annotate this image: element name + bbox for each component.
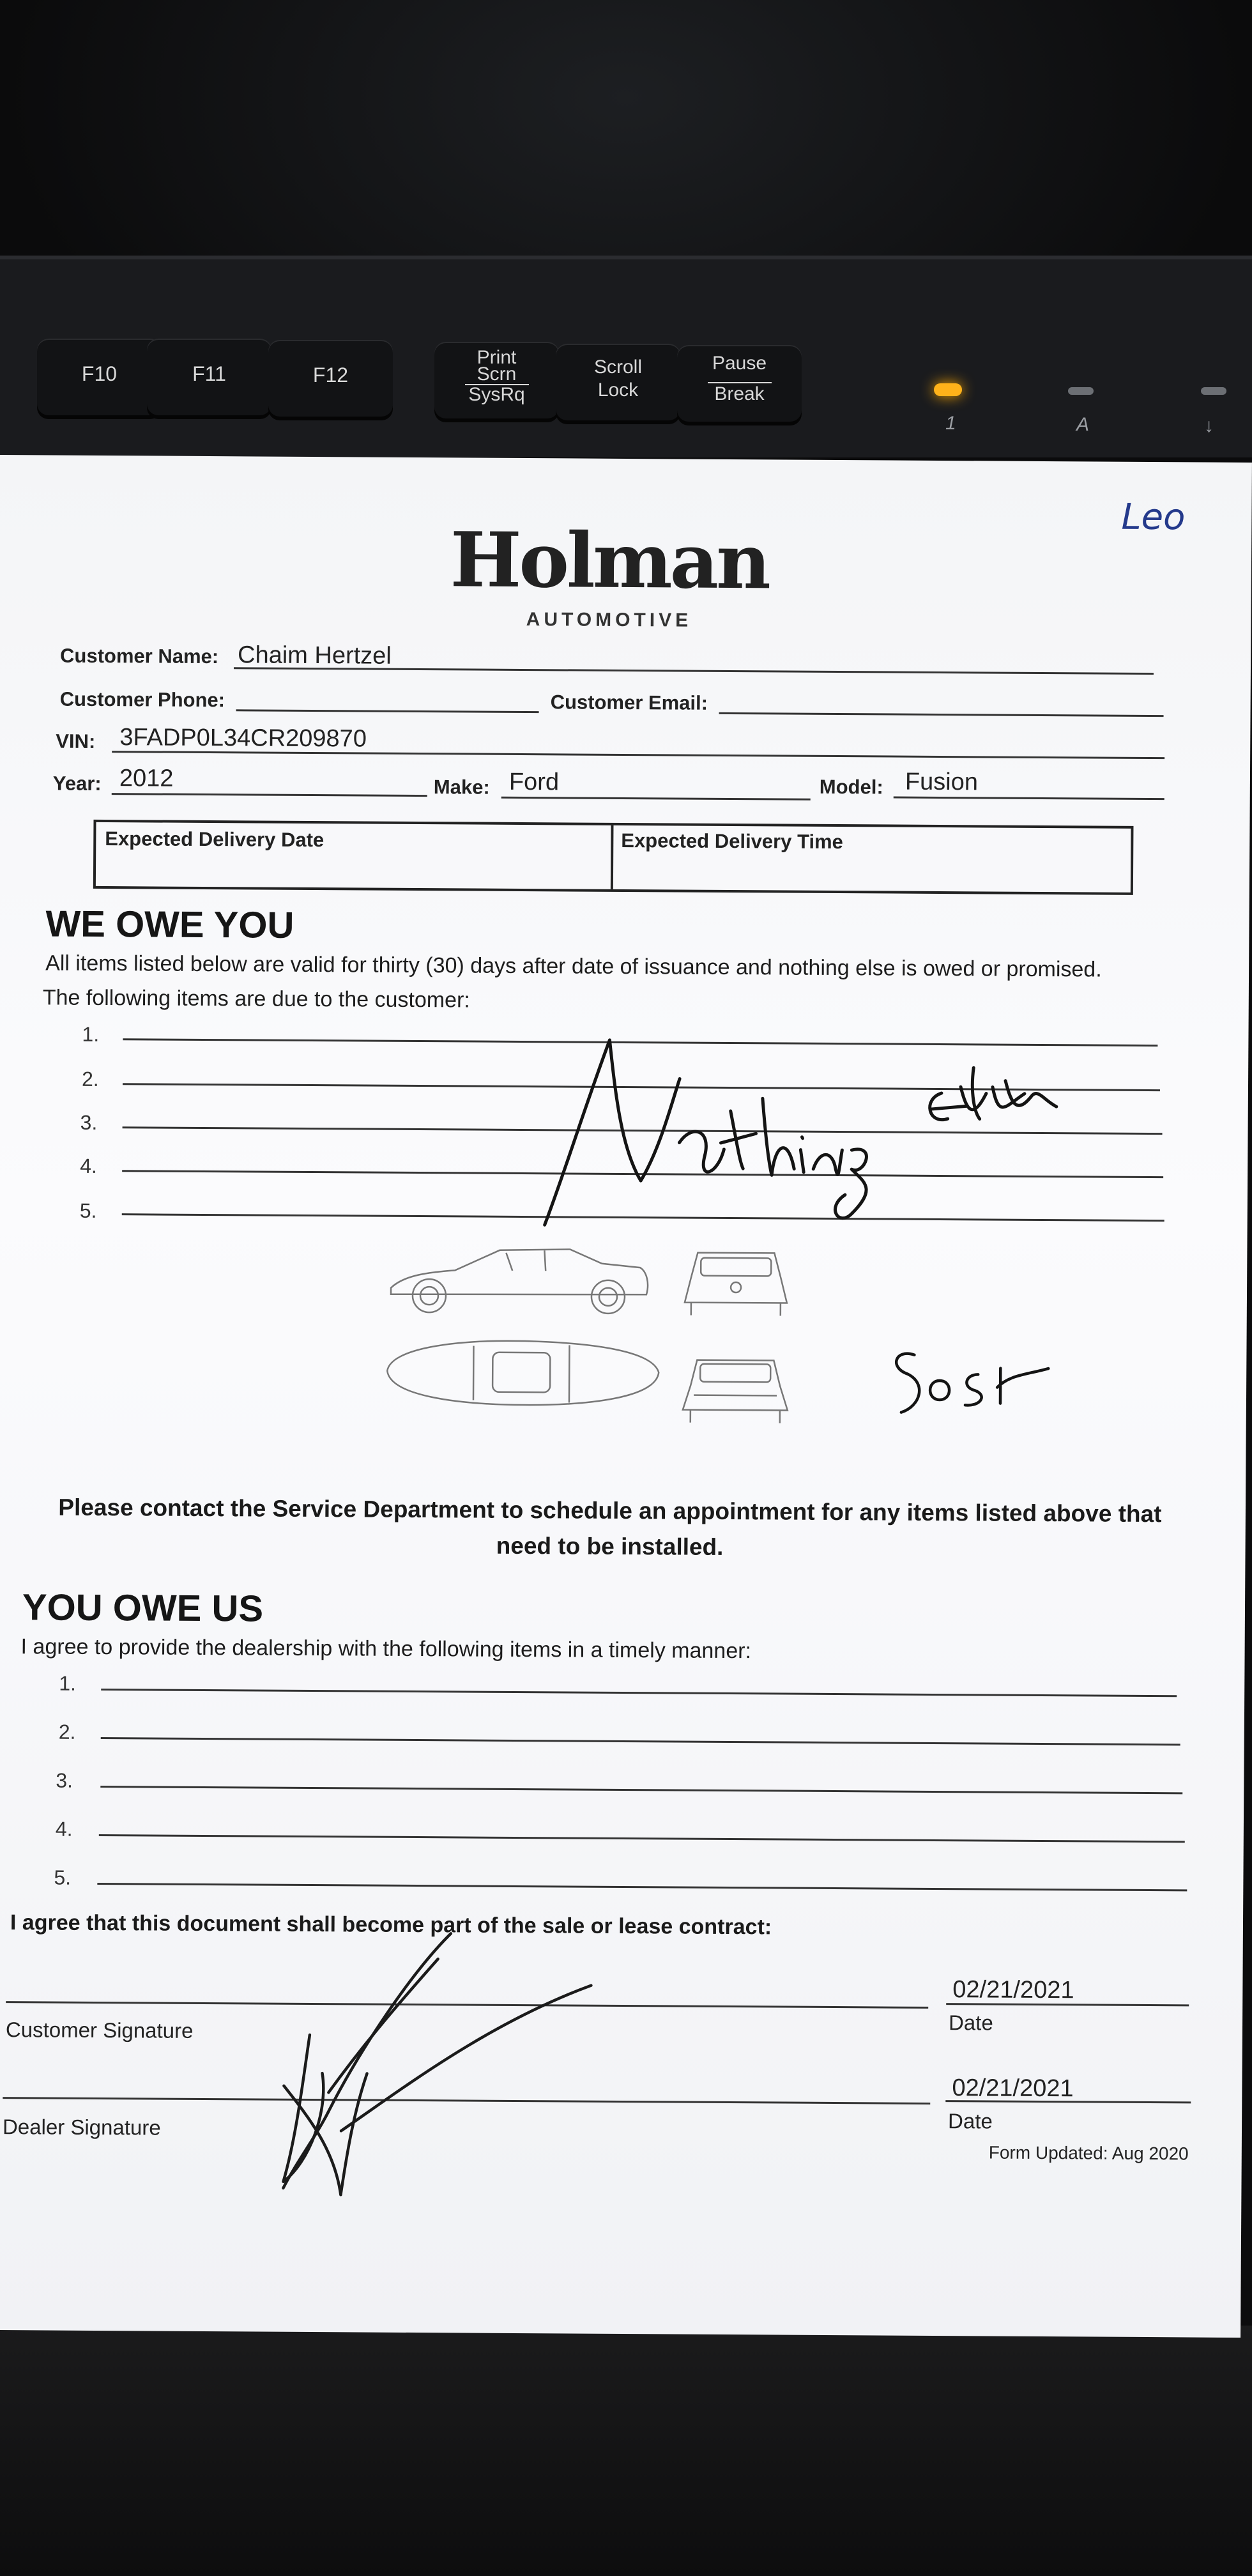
you-owe-item-4-line <box>99 1834 1185 1843</box>
you-owe-item-5-line <box>97 1883 1187 1891</box>
delivery-box-divider <box>611 825 614 889</box>
we-owe-due-text: The following items are due to the customer: <box>42 985 470 1013</box>
key-f12 <box>268 340 393 417</box>
customer-name-value: Chaim Hertzel <box>237 641 392 670</box>
scroll-lock-indicator: ↓ <box>1204 415 1214 436</box>
scroll-lock-led <box>1201 387 1226 395</box>
key-f11 <box>147 339 271 415</box>
dealer-signature-label: Dealer Signature <box>2 2115 161 2140</box>
brand-logo: Holman <box>450 515 769 606</box>
service-notice-line-1: Please contact the Service Department to schedule an appointment for any items listed above that <box>58 1494 1162 1528</box>
customer-signature-date: 02/21/2021 <box>952 1976 1074 2004</box>
you-owe-item-5-number: 5. <box>54 1866 72 1889</box>
expected-delivery-time-label: Expected Delivery Time <box>621 829 843 854</box>
key-scroll-label: Scroll <box>593 356 642 378</box>
form-updated-note: Form Updated: Aug 2020 <box>988 2142 1189 2164</box>
customer-email-line <box>719 712 1164 717</box>
key-break-label: Break <box>708 382 772 404</box>
dealer-signature-date: 02/21/2021 <box>952 2074 1074 2103</box>
service-notice-line-2: need to be installed. <box>496 1532 724 1560</box>
desk-surface <box>0 2326 1252 2576</box>
key-scrn-label: Scrn <box>477 364 517 385</box>
you-owe-us-heading: YOU OWE US <box>22 1586 264 1630</box>
customer-name-label: Customer Name: <box>59 644 219 668</box>
agreement-statement: I agree that this document shall become part of the sale or lease contract: <box>10 1910 772 1940</box>
key-pause-break <box>677 345 802 422</box>
delivery-box <box>93 820 1134 895</box>
dealer-date-label: Date <box>947 2109 993 2133</box>
brand-subtitle: AUTOMOTIVE <box>526 609 692 631</box>
vehicle-damage-diagram <box>377 1237 838 1463</box>
nothing-extra-handwriting <box>519 1020 1069 1254</box>
key-print-label: Print <box>477 347 517 368</box>
customer-date-line <box>946 2003 1189 2006</box>
customer-phone-label: Customer Phone: <box>59 687 225 712</box>
we-owe-item-4-number: 4. <box>80 1154 98 1177</box>
key-print-screen <box>434 342 559 418</box>
we-owe-item-5-number: 5. <box>79 1199 97 1222</box>
you-owe-item-4-number: 4. <box>55 1817 73 1841</box>
corner-handwritten-note: Leo <box>1121 496 1186 539</box>
num-lock-indicator: 1 <box>945 413 956 434</box>
you-owe-us-text: I agree to provide the dealership with the following items in a timely manner: <box>20 1634 752 1664</box>
customer-date-label: Date <box>948 2011 993 2035</box>
key-scroll-lock <box>556 344 680 420</box>
vin-label: VIN: <box>56 730 96 753</box>
model-line <box>894 797 1164 801</box>
we-owe-form <box>0 455 1252 2338</box>
vin-value: 3FADP0L34CR209870 <box>119 724 367 753</box>
model-label: Model: <box>819 775 883 799</box>
you-owe-item-3-number: 3. <box>56 1768 73 1792</box>
you-owe-item-1-line <box>101 1689 1177 1697</box>
we-owe-item-2-number: 2. <box>81 1067 99 1091</box>
customer-phone-line <box>236 709 539 713</box>
we-owe-you-heading: WE OWE YOU <box>45 903 294 946</box>
key-f10 <box>37 339 162 415</box>
we-owe-item-3-number: 3. <box>80 1110 98 1134</box>
we-owe-validity-text: All items listed below are valid for thirty (30) days after date of issuance and nothing else is owed or promised. <box>45 951 1102 982</box>
key-f11-label: F11 <box>192 362 226 385</box>
keyboard-background <box>0 0 1252 486</box>
you-owe-item-1-number: 1. <box>59 1671 77 1695</box>
model-value: Fusion <box>905 768 979 796</box>
you-owe-item-2-line <box>101 1737 1180 1745</box>
key-f12-label: F12 <box>312 364 349 387</box>
year-label: Year: <box>52 772 102 795</box>
caps-lock-led <box>1068 387 1094 395</box>
customer-signature-label: Customer Signature <box>5 2018 194 2043</box>
make-label: Make: <box>433 776 490 799</box>
make-line <box>501 797 811 801</box>
dealer-date-line <box>945 2100 1191 2103</box>
year-line <box>112 793 427 797</box>
we-owe-item-1-number: 1. <box>82 1022 100 1046</box>
num-lock-led <box>934 383 962 396</box>
initials-handwriting <box>889 1336 1068 1427</box>
you-owe-item-2-number: 2. <box>58 1720 76 1744</box>
you-owe-item-3-line <box>100 1786 1182 1794</box>
signature-scribble <box>257 1920 617 2203</box>
make-value: Ford <box>508 768 560 796</box>
key-pause-label: Pause <box>712 353 767 374</box>
caps-lock-indicator: A <box>1076 414 1090 435</box>
customer-email-label: Customer Email: <box>550 691 708 714</box>
year-value: 2012 <box>119 765 174 792</box>
key-f10-label: F10 <box>81 362 118 385</box>
key-sysrq-label: SysRq <box>465 384 529 404</box>
expected-delivery-date-label: Expected Delivery Date <box>105 827 324 852</box>
key-lock-label: Lock <box>597 379 639 401</box>
